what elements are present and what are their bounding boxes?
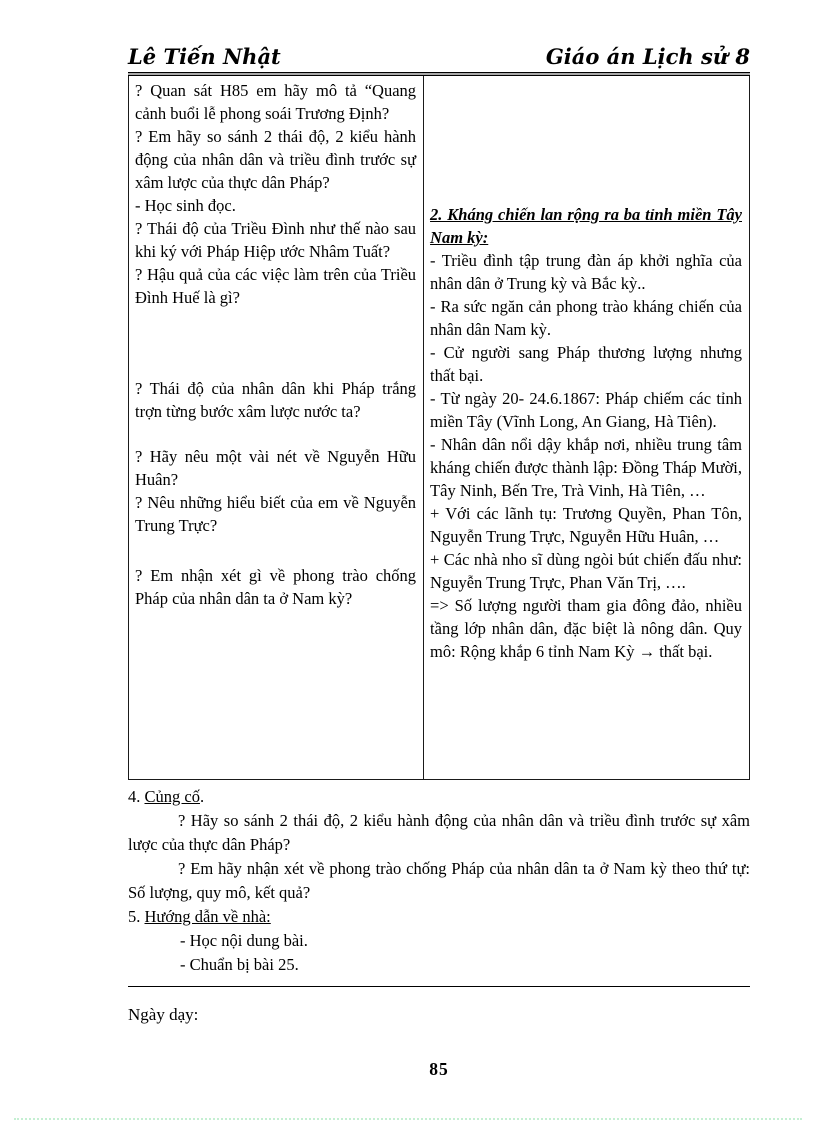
header-document-title: Giáo án Lịch sử 8 [545, 44, 750, 69]
note-paragraph: - Học sinh đọc. [135, 196, 236, 215]
consolidation-question: ? Hãy so sánh 2 thái độ, 2 kiểu hành động của nhân dân và triều đình trước sự xâm lược của thực dân Pháp? [128, 811, 750, 854]
consolidation-question: ? Em hãy nhận xét về phong trào chống Pháp của nhân dân ta ở Nam kỳ theo thứ tự: Số lượng, quy mô, kết quả? [128, 859, 750, 902]
section-5-title: Hướng dẫn về nhà: [144, 907, 271, 926]
section-4-suffix: . [199, 787, 205, 806]
content-paragraph: - Triều đình tập trung đàn áp khởi nghĩa của nhân dân ở Trung kỳ và Bắc kỳ.. [430, 251, 742, 293]
content-paragraph: => Số lượng người tham gia đông đảo, nhiều tầng lớp nhân dân, đặc biệt là nông dân. Quy mô: Rộng khắp 6 tỉnh Nam Kỳ → thất bại. [430, 596, 742, 661]
section-5-number: 5. [128, 907, 141, 926]
teaching-date-label: Ngày dạy: [128, 1005, 199, 1024]
section-2-heading: 2. Kháng chiến lan rộng ra ba tỉnh miền Tây Nam kỳ: [430, 205, 742, 247]
content-paragraph: + Các nhà nho sĩ dùng ngòi bút chiến đấu như: Nguyễn Trung Trực, Phan Văn Trị, …. [430, 550, 742, 592]
page-boundary-dotted-line [14, 1118, 802, 1120]
homework-task: - Chuẩn bị bài 25. [180, 955, 299, 974]
footer-rule-divider [128, 986, 750, 987]
question-paragraph: ? Nêu những hiểu biết của em về Nguyễn Trung Trực? [135, 493, 417, 535]
question-paragraph: ? Hậu quả của các việc làm trên của Triều Đình Huế là gì? [135, 265, 417, 307]
lesson-footer-sections [128, 785, 750, 1081]
content-paragraph: - Ra sức ngăn cản phong trào kháng chiến của nhân dân Nam kỳ. [430, 297, 742, 339]
content-paragraph: - Nhân dân nổi dậy khắp nơi, nhiều trung tâm kháng chiến được thành lập: Đồng Tháp Mười, Tây Ninh, Bến Tre, Trà Vinh, Hà Tiên, … [430, 435, 742, 500]
section-4-title: Củng cố [144, 787, 200, 806]
header-author-name: Lê Tiến Nhật [128, 44, 281, 69]
question-paragraph: ? Hãy nêu một vài nét về Nguyễn Hữu Huân? [135, 447, 417, 489]
page-number: 85 [429, 1059, 449, 1079]
question-paragraph: ? Quan sát H85 em hãy mô tả “Quang cảnh buổi lễ phong soái Trương Định? [135, 81, 417, 123]
content-paragraph: + Với các lãnh tụ: Trương Quyền, Phan Tôn, Nguyễn Trung Trực, Nguyễn Hữu Huân, … [430, 504, 742, 546]
page-header [128, 0, 750, 70]
lesson-content-column [424, 76, 749, 779]
homework-task: - Học nội dung bài. [180, 931, 308, 950]
question-paragraph: ? Em nhận xét gì về phong trào chống Pháp của nhân dân ta ở Nam kỳ? [135, 566, 417, 608]
question-paragraph: ? Thái độ của Triều Đình như thế nào sau khi ký với Pháp Hiệp ước Nhâm Tuất? [135, 219, 417, 261]
content-paragraph: - Từ ngày 20- 24.6.1867: Pháp chiếm các tỉnh miền Tây (Vĩnh Long, An Giang, Hà Tiên). [430, 389, 742, 431]
question-paragraph: ? Thái độ của nhân dân khi Pháp trắng trợn từng bước xâm lược nước ta? [135, 379, 417, 421]
section-5-heading [128, 905, 750, 929]
teacher-activities-column [129, 76, 424, 779]
question-paragraph: ? Em hãy so sánh 2 thái độ, 2 kiểu hành động của nhân dân và triều đình trước sự xâm lược của thực dân Pháp? [135, 127, 417, 192]
section-4-heading [128, 785, 750, 809]
section-4-number: 4. [128, 787, 141, 806]
content-paragraph: - Cử người sang Pháp thương lượng nhưng thất bại. [430, 343, 742, 385]
lesson-table [128, 76, 750, 780]
